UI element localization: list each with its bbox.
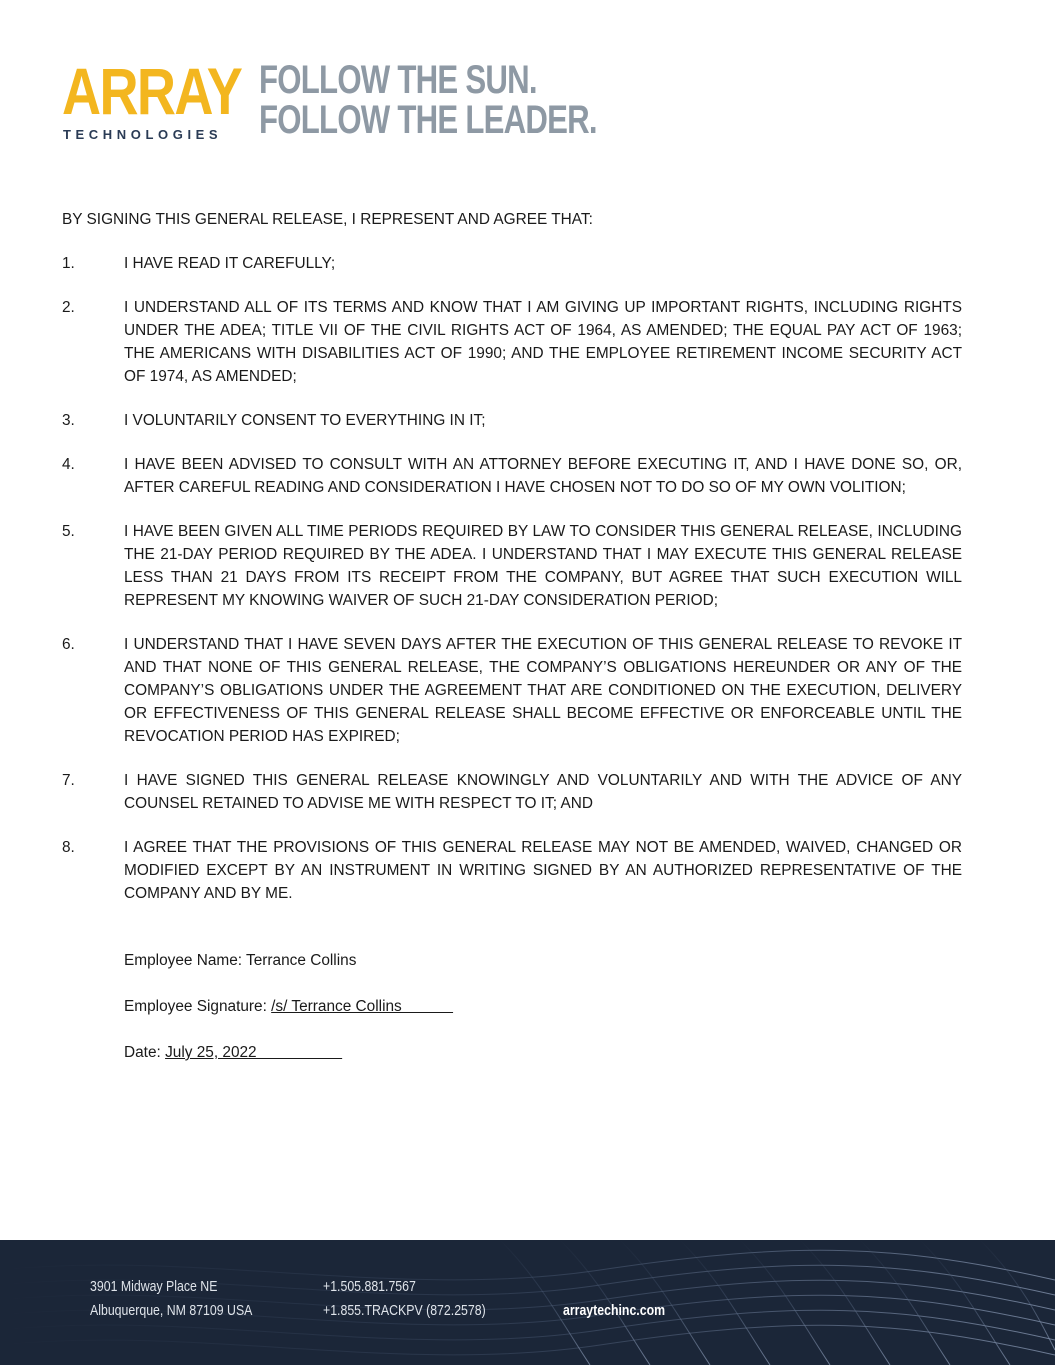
- release-clause: [62, 633, 962, 748]
- date-label: Date:: [124, 1044, 166, 1061]
- signature-block: [124, 949, 453, 1087]
- tagline-line-1: FOLLOW THE SUN.: [259, 58, 537, 102]
- company-logo-subtitle: TECHNOLOGIES: [63, 127, 223, 142]
- release-clause: [62, 769, 962, 815]
- intro-statement: BY SIGNING THIS GENERAL RELEASE, I REPRESENT AND AGREE THAT:: [62, 211, 593, 228]
- release-clause: [62, 453, 962, 499]
- footer-address-line-2: Albuquerque, NM 87109 USA: [90, 1303, 253, 1319]
- employee-name-label: Employee Name:: [124, 952, 247, 969]
- clause-text: I UNDERSTAND ALL OF ITS TERMS AND KNOW THAT I AM GIVING UP IMPORTANT RIGHTS, INCLUDING RIGHTS UNDER THE ADEA; TITLE VII OF THE CIVIL RIGHTS ACT OF 1964, AS AMENDED; THE EQUAL PAY ACT OF 1963; THE AMERICANS WITH DISABILITIES ACT OF 1990; AND THE EMPLOYEE RETIREMENT INCOME SECURITY ACT OF 1974, AS AMENDED;: [124, 299, 962, 385]
- date-value: July 25, 2022: [165, 1044, 343, 1061]
- release-clause: [62, 836, 962, 905]
- clause-number: 2.: [62, 299, 75, 316]
- employee-name-value: Terrance Collins: [246, 952, 357, 969]
- clause-text: I HAVE READ IT CAREFULLY;: [124, 255, 336, 272]
- footer-phone-1: +1.505.881.7567: [323, 1279, 416, 1295]
- footer-banner: [0, 1240, 1055, 1365]
- footer-website-link[interactable]: arraytechinc.com: [563, 1303, 666, 1319]
- release-clauses: [62, 252, 962, 905]
- company-logo: ARRAY: [62, 54, 242, 128]
- clause-number: 1.: [62, 255, 75, 272]
- clause-text: I HAVE BEEN ADVISED TO CONSULT WITH AN ATTORNEY BEFORE EXECUTING IT, AND I HAVE DONE SO, OR, AFTER CAREFUL READING AND CONSIDERATION I HAVE CHOSEN NOT TO DO SO OF MY OWN VOLITION;: [124, 456, 962, 496]
- clause-number: 7.: [62, 772, 75, 789]
- clause-number: 5.: [62, 523, 75, 540]
- tagline-line-2: FOLLOW THE LEADER.: [259, 98, 597, 142]
- release-clause: [62, 409, 962, 432]
- employee-signature-value: /s/ Terrance Collins: [271, 998, 454, 1015]
- clause-text: I HAVE SIGNED THIS GENERAL RELEASE KNOWINGLY AND VOLUNTARILY AND WITH THE ADVICE OF ANY COUNSEL RETAINED TO ADVISE ME WITH RESPECT TO IT; AND: [124, 772, 962, 812]
- clause-text: I VOLUNTARILY CONSENT TO EVERYTHING IN IT;: [124, 412, 486, 429]
- clause-number: 6.: [62, 636, 75, 653]
- footer-phone-2: +1.855.TRACKPV (872.2578): [323, 1303, 486, 1319]
- date-line: [124, 1041, 453, 1064]
- release-clause: [62, 252, 962, 275]
- employee-signature-label: Employee Signature:: [124, 998, 272, 1015]
- release-body: [62, 208, 962, 926]
- footer-address-line-1: 3901 Midway Place NE: [90, 1279, 218, 1295]
- clause-text: I UNDERSTAND THAT I HAVE SEVEN DAYS AFTER THE EXECUTION OF THIS GENERAL RELEASE TO REVOKE IT AND THAT NONE OF THIS GENERAL RELEASE, THE COMPANY’S OBLIGATIONS HEREUNDER OR ANY OF THE COMPANY’S OBLIGATIONS UNDER THE AGREEMENT THAT ARE CONDITIONED ON THE EXECUTION, DELIVERY OR EFFECTIVENESS OF THIS GENERAL RELEASE SHALL BECOME EFFECTIVE OR ENFORCEABLE UNTIL THE REVOCATION PERIOD HAS EXPIRED;: [124, 636, 962, 745]
- clause-number: 8.: [62, 839, 75, 856]
- clause-text: I HAVE BEEN GIVEN ALL TIME PERIODS REQUIRED BY LAW TO CONSIDER THIS GENERAL RELEASE, INCLUDING THE 21-DAY PERIOD REQUIRED BY THE ADEA. I UNDERSTAND THAT I MAY EXECUTE THIS GENERAL RELEASE LESS THAN 21 DAYS FROM ITS RECEIPT FROM THE COMPANY, BUT AGREE THAT SUCH EXECUTION WILL REPRESENT MY KNOWING WAIVER OF SUCH 21-DAY CONSIDERATION PERIOD;: [124, 523, 962, 609]
- employee-signature-line: [124, 995, 453, 1018]
- letterhead: [62, 54, 662, 148]
- clause-number: 3.: [62, 412, 75, 429]
- tagline: [259, 60, 597, 140]
- release-clause: [62, 520, 962, 612]
- release-clause: [62, 296, 962, 388]
- clause-text: I AGREE THAT THE PROVISIONS OF THIS GENERAL RELEASE MAY NOT BE AMENDED, WAIVED, CHANGED OR MODIFIED EXCEPT BY AN INSTRUMENT IN WRITING SIGNED BY AN AUTHORIZED REPRESENTATIVE OF THE COMPANY AND BY ME.: [124, 839, 962, 902]
- clause-number: 4.: [62, 456, 75, 473]
- employee-name-line: [124, 949, 453, 972]
